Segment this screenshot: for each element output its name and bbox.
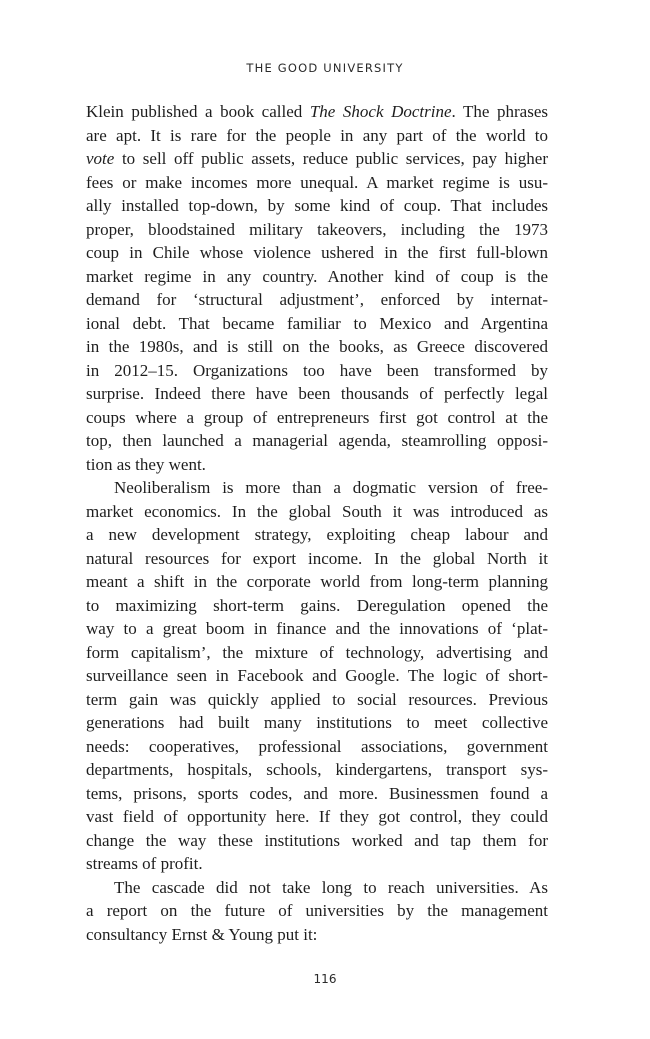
text-line: form capitalism’, the mixture of technology, advertising and: [86, 642, 548, 662]
text-line: term gain was quickly applied to social resources. Previous: [86, 689, 548, 709]
page-number: 116: [313, 972, 337, 986]
paragraph: [86, 476, 548, 876]
text-line: ally installed top-down, by some kind of coup. That includes: [86, 196, 548, 215]
text-line: tion as they went.: [86, 454, 206, 474]
text-line: Klein published a book called The Shock Doctrine. The phrases: [86, 102, 548, 121]
text-line: in 2012–15. Organizations too have been transformed by: [86, 360, 548, 380]
text-line: in the 1980s, and is still on the books, as Greece discovered: [86, 337, 548, 356]
text-line: Neoliberalism is more than a dogmatic version of free-: [114, 478, 548, 497]
text-line: surprise. Indeed there have been thousands of perfectly legal: [86, 384, 548, 403]
text-line: demand for ‘structural adjustment’, enforced by internat-: [86, 290, 548, 309]
text-line: natural resources for export income. In the global North it: [86, 548, 548, 568]
text-line: top, then launched a managerial agenda, steamrolling opposi-: [86, 431, 548, 450]
text-line: needs: cooperatives, professional associations, government: [86, 736, 548, 756]
italic-text: vote: [86, 149, 115, 168]
paragraph: [86, 100, 548, 476]
text-line: The cascade did not take long to reach universities. As: [114, 877, 548, 897]
text-line: ional debt. That became familiar to Mexico and Argentina: [86, 313, 548, 333]
text-line: coups where a group of entrepreneurs first got control at the: [86, 407, 548, 427]
text-line: departments, hospitals, schools, kindergartens, transport sys-: [86, 760, 548, 779]
text-line: tems, prisons, sports codes, and more. Businessmen found a: [86, 783, 548, 803]
text-line: way to a great boom in finance and the innovations of ‘plat-: [86, 619, 548, 638]
italic-text: The Shock Doctrine: [309, 102, 452, 121]
text-line: are apt. It is rare for the people in any part of the world to: [86, 125, 548, 145]
text-line: surveillance seen in Facebook and Google. The logic of short-: [86, 666, 548, 685]
text-line: coup in Chile whose violence ushered in the first full-blown: [86, 243, 548, 262]
text-line: a new development strategy, exploiting cheap labour and: [86, 525, 548, 544]
text-line: streams of profit.: [86, 854, 203, 873]
text-line: vote to sell off public assets, reduce public services, pay higher: [86, 149, 548, 168]
text-line: a report on the future of universities by the management: [86, 901, 548, 920]
text-line: market regime in any country. Another kind of coup is the: [86, 266, 548, 286]
text-line: proper, bloodstained military takeovers, including the 1973: [86, 219, 548, 239]
text-line: consultancy Ernst & Young put it:: [86, 924, 318, 944]
text-line: market economics. In the global South it was introduced as: [86, 501, 548, 521]
text-line: to maximizing short-term gains. Deregulation opened the: [86, 595, 548, 615]
body-text: [86, 100, 548, 946]
running-head: THE GOOD UNIVERSITY: [246, 61, 404, 75]
text-line: generations had built many institutions to meet collective: [86, 713, 548, 732]
text-line: vast field of opportunity here. If they got control, they could: [86, 807, 548, 826]
text-line: meant a shift in the corporate world from long-term planning: [86, 572, 548, 591]
text-line: change the way these institutions worked and tap them for: [86, 830, 548, 850]
text-line: fees or make incomes more unequal. A market regime is usu-: [86, 172, 548, 192]
paragraph: [86, 876, 548, 947]
